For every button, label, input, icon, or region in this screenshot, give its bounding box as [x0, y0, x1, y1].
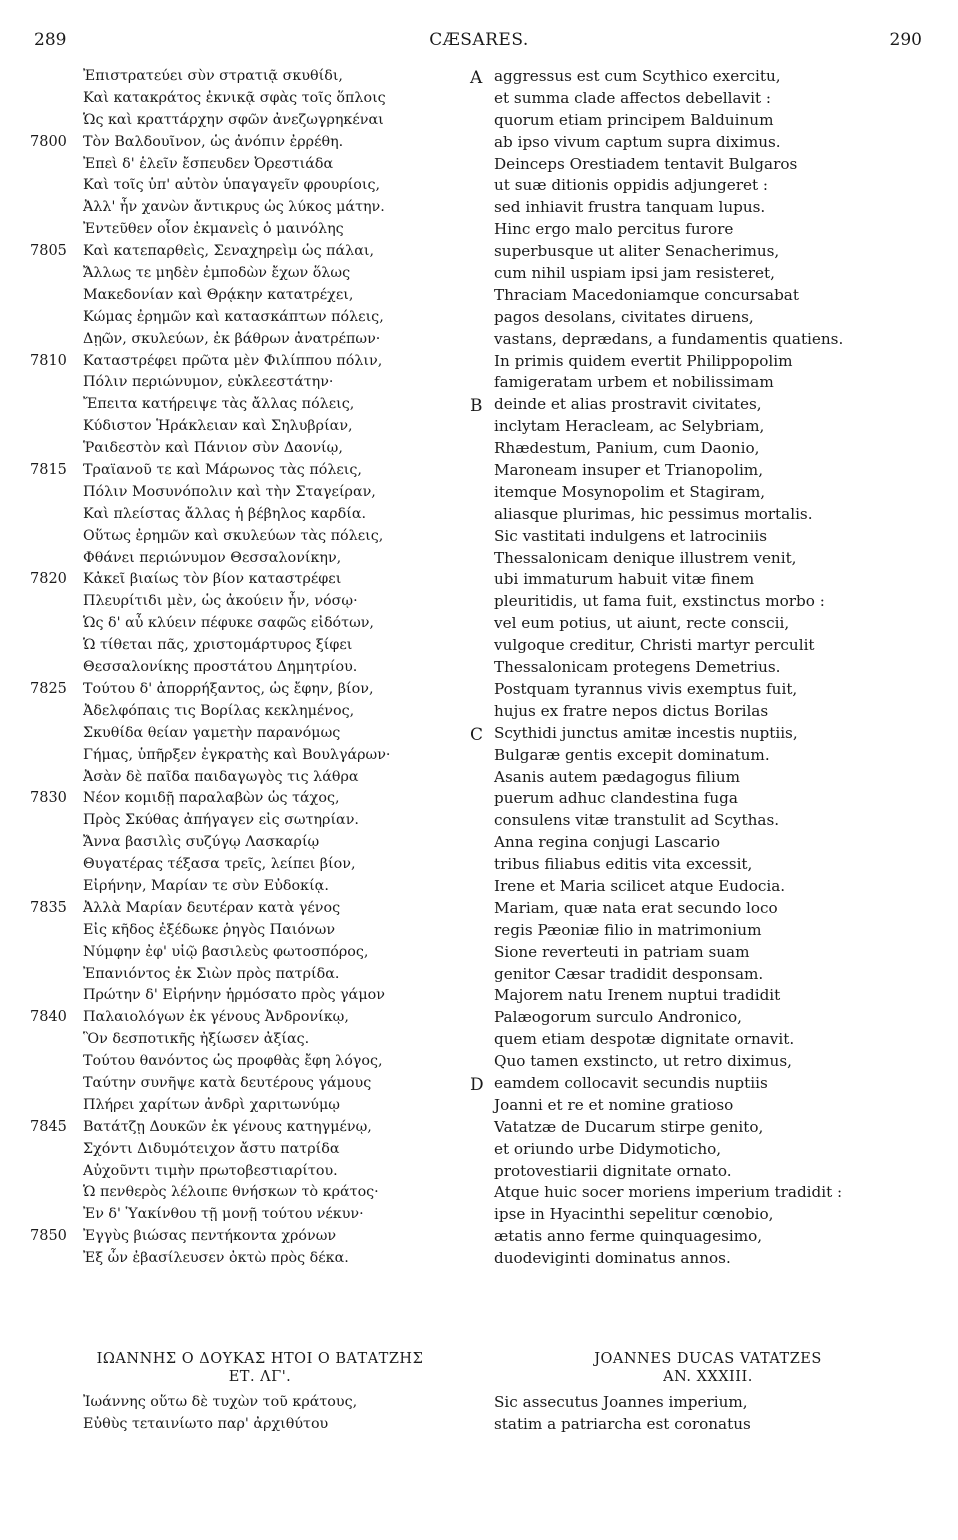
- greek-verse-line: [30, 1248, 470, 1270]
- latin-line-text: hujus ex fratre nepos dictus Borilas: [494, 701, 769, 720]
- greek-verse-line: [30, 329, 470, 351]
- latin-line-text: protovestiarii dignitate ornato.: [494, 1161, 732, 1180]
- greek-verse-line: [30, 438, 470, 460]
- latin-line-text: Thessalonicam denique illustrem venit,: [494, 548, 797, 567]
- section-marker: D: [470, 1074, 484, 1095]
- latin-line-text: puerum adhuc clandestina fuga: [494, 789, 738, 808]
- greek-verse-line: [30, 132, 470, 154]
- greek-line-text: Θεσσαλονίκης προστάτου Δημητρίου.: [83, 659, 358, 676]
- right-page-number: 290: [889, 30, 922, 50]
- latin-verse-line: [474, 548, 924, 570]
- latin-line-text: ætatis anno ferme quinquagesimo,: [494, 1227, 763, 1246]
- greek-verse-line: [30, 832, 470, 854]
- greek-verse-line: [30, 307, 470, 329]
- latin-line-text: Irene et Maria scilicet atque Eudocia.: [494, 876, 786, 895]
- greek-verse-line: [30, 154, 470, 176]
- latin-line-text: regis Pæoniæ filio in matrimonium: [494, 920, 762, 939]
- latin-verse-line: [474, 88, 924, 110]
- latin-line-text: Sic vastitati indulgens et latrociniis: [494, 526, 768, 545]
- latin-line-text: Maroneam insuper et Trianopolim,: [494, 461, 764, 480]
- greek-line-text: Πλήρει χαρίτων ἀνδρὶ χαριτωνύμῳ: [83, 1096, 340, 1113]
- greek-verse-line: [30, 460, 470, 482]
- latin-verse-line: [470, 66, 924, 88]
- greek-line-text: Νύμφην ἐφ' υἱῷ βασιλεὺς φωτοσπόρος,: [83, 943, 369, 960]
- latin-verse-line: [474, 1161, 924, 1183]
- greek-line-text: Ὃν δεσποτικῆς ἠξίωσεν ἀξίας.: [83, 1031, 310, 1048]
- greek-line-text: Μακεδονίαν καὶ Θρᾴκην κατατρέχει,: [83, 286, 354, 303]
- latin-verse-line: [470, 394, 924, 417]
- latin-verse-line: [474, 175, 924, 197]
- latin-verse-line: [474, 154, 924, 176]
- latin-line-text: Scythidi junctus amitæ incestis nuptiis,: [494, 723, 798, 742]
- greek-verse-line: [30, 219, 470, 241]
- latin-verse-line: [474, 1139, 924, 1161]
- greek-line-text: Τούτου θανόντος ὡς προφθὰς ἔφη λόγος,: [83, 1053, 383, 1070]
- verse-number: 7825: [30, 680, 67, 697]
- verse-number: 7810: [30, 352, 67, 369]
- latin-line-text: Sione reverteuti in patriam suam: [494, 942, 750, 961]
- latin-line-text: quorum etiam principem Balduinum: [494, 110, 774, 129]
- greek-line-text: Ἐξ ὧν ἐβασίλευσεν ὀκτὼ πρὸς δέκα.: [83, 1250, 349, 1267]
- greek-line-text: Σχόντι Διδυμότειχον ἄστυ πατρίδα: [83, 1140, 340, 1157]
- verse-number: 7830: [30, 790, 67, 807]
- verse-number: 7850: [30, 1228, 67, 1245]
- greek-verse-line: [30, 1007, 470, 1029]
- greek-line-text: Εἰρήνην, Μαρίαν τε σὺν Εὐδοκίᾳ.: [83, 877, 329, 894]
- latin-verse-line: [474, 1117, 924, 1139]
- latin-line-text: sed inhiavit frustra tanquam lupus.: [494, 198, 766, 217]
- verse-number: 7815: [30, 462, 67, 479]
- greek-verse-line: [30, 197, 470, 219]
- greek-line-text: Δῃῶν, σκυλεύων, ἐκ βάθρων ἀνατρέπων·: [83, 330, 381, 347]
- greek-verse-line: [30, 66, 470, 88]
- latin-verse-line: [474, 745, 924, 767]
- latin-verse-line: [474, 876, 924, 898]
- greek-line-text: Ἐν δ' Ὑακίνθου τῇ μονῇ τούτου νέκυν·: [83, 1206, 364, 1223]
- greek-line-text: Ἄλλως τε μηδὲν ἐμποδὼν ἔχων ὅλως: [83, 265, 351, 282]
- latin-verse-line: [474, 832, 924, 854]
- latin-line-text: Asanis autem pædagogus filium: [494, 767, 741, 786]
- latin-line-text: Majorem natu Irenem nuptui tradidit: [494, 986, 781, 1005]
- section-marker: A: [470, 68, 483, 88]
- greek-line-text: Παλαιολόγων ἐκ γένους Ἀνδρονίκῳ,: [83, 1009, 349, 1026]
- greek-verse-line: [30, 854, 470, 876]
- greek-line-text: Πρώτην δ' Εἰρήνην ἡρμόσατο πρὸς γάμον: [83, 987, 385, 1004]
- greek-continuation: [30, 1392, 470, 1436]
- greek-line-text: Καὶ κατεπαρθεὶς, Σεναχηρεὶμ ὡς πάλαι,: [83, 243, 375, 260]
- latin-line-text: pleuritidis, ut fama fuit, exstinctus morbo :: [494, 592, 825, 611]
- greek-line-text: Νέον κομιδῇ παραλαβὼν ὡς τάχος,: [83, 790, 340, 807]
- greek-line-text: Ἰωάννης οὕτω δὲ τυχὼν τοῦ κράτους,: [83, 1394, 358, 1410]
- latin-line-text: quem etiam despotæ dignitate ornavit.: [494, 1030, 795, 1049]
- latin-verse-line: [474, 1204, 924, 1226]
- latin-line-text: superbusque ut aliter Senacherimus,: [494, 242, 780, 261]
- greek-verse-line: [30, 657, 470, 679]
- latin-line-text: ut suæ ditionis oppidis adjungeret :: [494, 176, 769, 195]
- verse-number: 7840: [30, 1009, 67, 1026]
- greek-verse-line: [30, 1226, 470, 1248]
- latin-line-text: ab ipso vivum captum supra diximus.: [494, 132, 781, 151]
- greek-line-text: Κώμας ἐρημῶν καὶ κατασκάπτων πόλεις,: [83, 308, 384, 325]
- latin-verse-line: [474, 1182, 924, 1204]
- greek-verse-line: [30, 942, 470, 964]
- greek-line-text: Ἄννα βασιλὶς συζύγῳ Λασκαρίῳ: [83, 834, 320, 851]
- section-marker: C: [470, 724, 484, 745]
- greek-verse-line: [30, 526, 470, 548]
- latin-verse-line: [474, 701, 924, 723]
- latin-verse-line: [474, 307, 924, 329]
- greek-verse-line: [30, 810, 470, 832]
- greek-verse-line: [30, 1073, 470, 1095]
- latin-verse-line: [474, 767, 924, 789]
- latin-verse-line: [474, 351, 924, 373]
- latin-line-text: et oriundo urbe Didymoticho,: [494, 1139, 722, 1158]
- latin-line-text: pagos desolans, civitates diruens,: [494, 307, 754, 326]
- latin-line-text: Thraciam Macedoniamque concursabat: [494, 285, 799, 304]
- latin-verse-line: [474, 1051, 924, 1073]
- latin-line-text: Bulgaræ gentis excepit dominatum.: [494, 745, 770, 764]
- latin-line-text: Mariam, quæ nata erat secundo loco: [494, 898, 778, 917]
- latin-verse-line: [474, 788, 924, 810]
- latin-verse-line: [474, 110, 924, 132]
- greek-verse-line: [30, 1204, 470, 1226]
- greek-verse-line: [30, 701, 470, 723]
- greek-line-text: Ἀσὰν δὲ παῖδα παιδαγωγὸς τις λάθρα: [83, 768, 359, 785]
- latin-line-text: Atque huic socer moriens imperium tradidit :: [494, 1183, 843, 1202]
- greek-line-text: Οὕτως ἐρημῶν καὶ σκυλεύων τὰς πόλεις,: [83, 527, 384, 544]
- greek-line-text: Ὡ πενθερὸς λέλοιπε θνήσκων τὸ κράτος·: [83, 1184, 379, 1201]
- greek-line-text: Ἔπειτα κατήρειψε τὰς ἄλλας πόλεις,: [83, 396, 355, 413]
- latin-line-text: Postquam tyrannus vivis exemptus fuit,: [494, 679, 798, 698]
- greek-line-text: Ὡ τίθεται πᾶς, χριστομάρτυρος ξίφει: [83, 637, 353, 654]
- latin-line-text: eamdem collocavit secundis nuptiis: [494, 1073, 768, 1092]
- greek-line-text: Ἐγγὺς βιώσας πεντήκοντα χρόνων: [83, 1228, 337, 1245]
- greek-line-text: Πόλιν περιώνυμον, εὐκλεεστάτην·: [83, 374, 334, 391]
- latin-line-text: Thessalonicam protegens Demetrius.: [494, 658, 781, 677]
- latin-continuation: [474, 1392, 924, 1436]
- greek-verse-line: [30, 635, 470, 657]
- greek-line-text: Τούτου δ' ἀπορρήξαντος, ὡς ἔφην, βίον,: [83, 680, 374, 697]
- latin-line-text: ipse in Hyacinthi sepelitur cœnobio,: [494, 1205, 774, 1224]
- latin-verse-line: [474, 285, 924, 307]
- greek-line-text: Εὐθὺς τεταινίωτο παρ' ἀρχιθύτου: [83, 1415, 329, 1432]
- greek-line-text: Ἐντεῦθεν οἷον ἐκμανεὶς ὁ μαινόλης: [83, 221, 344, 238]
- greek-verse-line: [30, 679, 470, 701]
- greek-line-text: Ὡς καὶ κραττάρχην σφῶν ἀνεζωγρηκέναι: [83, 111, 384, 128]
- latin-verse-line: [474, 263, 924, 285]
- latin-verse-line: [474, 591, 924, 613]
- latin-line-text: consulens vitæ transtulit ad Scythas.: [494, 811, 780, 830]
- greek-line-text: Καὶ κατακράτος ἐκνικᾷ σφὰς τοῖς ὅπλοις: [83, 89, 386, 106]
- latin-line-text: Vatatzæ de Ducarum stirpe genito,: [494, 1117, 764, 1136]
- greek-verse-line: [30, 1051, 470, 1073]
- running-title: CÆSARES.: [429, 30, 529, 50]
- latin-verse-line: [474, 504, 924, 526]
- latin-verse-line: [474, 460, 924, 482]
- greek-line-text: Ἐπιστρατεύει σὺν στρατιᾷ σκυθίδι,: [83, 68, 343, 84]
- greek-line-text: Καὶ τοῖς ὑπ' αὐτὸν ὑπαγαγεῖν φρουρίοις,: [83, 177, 381, 194]
- verse-number: 7845: [30, 1118, 67, 1135]
- greek-verse-line: [30, 110, 470, 132]
- latin-verse-line: [474, 1029, 924, 1051]
- latin-verse-line: [474, 1248, 924, 1270]
- greek-line-text: Ἀλλὰ Μαρίαν δευτέραν κατὰ γένος: [83, 899, 341, 916]
- greek-verse-line: [30, 767, 470, 789]
- latin-verse-line: [474, 219, 924, 241]
- latin-line-text: tribus filiabus editis vita excessit,: [494, 855, 753, 874]
- latin-line-text: Palæogorum surculo Andronico,: [494, 1008, 742, 1027]
- latin-verse-line: [474, 964, 924, 986]
- latin-verse-line: [474, 679, 924, 701]
- greek-line-text: Σκυθίδα θείαν γαμετὴν παρανόμως: [83, 724, 341, 741]
- verse-number: 7820: [30, 571, 67, 588]
- latin-verse-line: [474, 526, 924, 548]
- greek-verse-line: [30, 985, 470, 1007]
- latin-verse-line: [474, 854, 924, 876]
- latin-text-column: [470, 66, 924, 1270]
- latin-line-text: famigeratam urbem et nobilissimam: [494, 373, 774, 392]
- greek-line-text: Τραϊανοῦ τε καὶ Μάρωνος τὰς πόλεις,: [83, 462, 362, 479]
- greek-line-text: Πόλιν Μοσυνόπολιν καὶ τὴν Σταγείραν,: [83, 483, 376, 500]
- latin-line-text: aliasque plurimas, hic pessimus mortalis.: [494, 504, 813, 523]
- latin-verse-line: [474, 372, 924, 394]
- greek-heading-title: ΙΩΑΝΝΗΣ Ο ΔΟΥΚΑΣ ΗΤΟΙ Ο ΒΑΤΑΤΖΗΣ: [96, 1351, 424, 1367]
- latin-line-text: Sic assecutus Joannes imperium,: [494, 1393, 748, 1411]
- latin-line-text: In primis quidem evertit Philippopolim: [494, 351, 793, 370]
- latin-verse-line: [474, 1226, 924, 1248]
- greek-verse-line: [30, 745, 470, 767]
- greek-line-text: Γήμας, ὑπῆρξεν ἐγκρατὴς καὶ Βουλγάρων·: [83, 746, 391, 763]
- greek-verse-line: [30, 351, 470, 373]
- greek-verse-line: [30, 88, 470, 110]
- greek-verse-line: [30, 416, 470, 438]
- latin-line-text: vastans, deprædans, a fundamentis quatiens.: [494, 329, 844, 348]
- greek-line-text: Πρὸς Σκύθας ἀπήγαγεν εἰς σωτηρίαν.: [83, 812, 359, 829]
- greek-line-text: Καταστρέφει πρῶτα μὲν Φιλίππου πόλιν,: [83, 352, 383, 369]
- latin-line-text: Deinceps Orestiadem tentavit Bulgaros: [494, 154, 798, 173]
- greek-verse-line: [30, 1029, 470, 1051]
- latin-verse-line: [474, 329, 924, 351]
- latin-line-text: ubi immaturum habuit vitæ finem: [494, 570, 755, 589]
- greek-line-text: Κἀκεῖ βιαίως τὸν βίον καταστρέφει: [83, 571, 342, 588]
- greek-verse-line: [30, 613, 470, 635]
- latin-verse-line: [474, 920, 924, 942]
- latin-line-text: vulgoque creditur, Christi martyr perculit: [494, 636, 815, 655]
- latin-verse-line: [474, 635, 924, 657]
- greek-line-text: Τὸν Βαλδουῖνον, ὡς ἀνόπιν ἐρρέθη.: [83, 133, 344, 150]
- latin-line-text: itemque Mosynopolim et Stagiram,: [494, 482, 766, 501]
- latin-verse-line: [474, 1392, 924, 1414]
- greek-verse-line: [30, 1139, 470, 1161]
- latin-verse-line: [474, 438, 924, 460]
- latin-line-text: Anna regina conjugi Lascario: [494, 833, 720, 852]
- verse-number: 7835: [30, 899, 67, 916]
- latin-verse-line: [474, 482, 924, 504]
- verse-number: 7805: [30, 243, 67, 260]
- greek-line-text: Πλευρίτιδι μὲν, ὡς ἀκούειν ἦν, νόσῳ·: [83, 593, 358, 610]
- greek-verse-line: [30, 1095, 470, 1117]
- greek-verse-line: [30, 1117, 470, 1139]
- greek-line-text: Εἰς κῆδος ἐξέδωκε ῥηγὸς Παιόνων: [83, 921, 336, 938]
- latin-verse-line: [470, 1073, 924, 1095]
- greek-heading-year: ΕΤ. ΛΓ'.: [228, 1369, 292, 1385]
- greek-verse-line: [30, 241, 470, 263]
- latin-verse-line: [474, 241, 924, 263]
- latin-line-text: Joanni et re et nomine gratioso: [494, 1095, 734, 1114]
- greek-line-text: Ὡς δ' αὖ κλύειν πέφυκε σαφῶς εἰδότων,: [83, 615, 374, 632]
- greek-verse-line: [30, 964, 470, 986]
- latin-verse-line: [474, 1414, 924, 1436]
- latin-section-heading: [490, 1350, 926, 1386]
- latin-verse-line: [474, 985, 924, 1007]
- section-marker: B: [470, 396, 483, 417]
- left-page-number: 289: [34, 30, 67, 50]
- latin-verse-line: [474, 197, 924, 219]
- latin-line-text: statim a patriarcha est coronatus: [494, 1414, 751, 1433]
- page-header: [0, 30, 958, 54]
- latin-verse-line: [474, 569, 924, 591]
- greek-verse-line: [30, 285, 470, 307]
- greek-line-text: Καὶ πλείστας ἄλλας ἡ βέβηλος καρδία.: [83, 505, 367, 522]
- greek-section-heading: [50, 1350, 470, 1386]
- latin-line-text: et summa clade affectos debellavit :: [494, 88, 772, 107]
- latin-heading-title: JOANNES DUCAS VATATZES: [594, 1351, 822, 1367]
- latin-line-text: aggressus est cum Scythico exercitu,: [494, 67, 781, 85]
- greek-verse-line: [30, 175, 470, 197]
- latin-verse-line: [474, 416, 924, 438]
- greek-verse-line: [30, 1414, 470, 1436]
- greek-line-text: Αὐχοῦντι τιμὴν πρωτοβεστιαρίτου.: [83, 1162, 338, 1179]
- greek-verse-line: [30, 1161, 470, 1183]
- latin-verse-line: [474, 132, 924, 154]
- greek-verse-line: [30, 920, 470, 942]
- greek-line-text: Ἀλλ' ἦν χανὼν ἄντικρυς ὡς λύκος μάτην.: [83, 199, 385, 216]
- greek-line-text: Ταύτην συνῆψε κατὰ δευτέρους γάμους: [83, 1074, 372, 1091]
- greek-verse-line: [30, 504, 470, 526]
- latin-verse-line: [474, 810, 924, 832]
- greek-line-text: Ῥαιδεστὸν καὶ Πάνιον σὺν Δαονίῳ,: [83, 440, 343, 457]
- greek-verse-line: [30, 372, 470, 394]
- greek-verse-line: [30, 1182, 470, 1204]
- greek-verse-line: [30, 1392, 470, 1414]
- latin-verse-line: [474, 942, 924, 964]
- latin-line-text: duodeviginti dominatus annos.: [494, 1249, 731, 1268]
- greek-line-text: Ἐπανιόντος ἐκ Σιὼν πρὸς πατρίδα.: [83, 965, 340, 982]
- greek-line-text: Ἀδελφόπαις τις Βορίλας κεκλημένος,: [83, 702, 355, 719]
- latin-line-text: Rhædestum, Panium, cum Daonio,: [494, 439, 760, 458]
- latin-verse-line: [474, 1095, 924, 1117]
- greek-verse-line: [30, 482, 470, 504]
- greek-verse-line: [30, 788, 470, 810]
- greek-line-text: Βατάτζῃ Δουκῶν ἐκ γένους κατηγμένῳ,: [83, 1118, 372, 1135]
- greek-verse-line: [30, 591, 470, 613]
- latin-line-text: deinde et alias prostravit civitates,: [494, 395, 762, 414]
- latin-line-text: inclytam Heracleam, ac Selybriam,: [494, 417, 765, 436]
- latin-line-text: vel eum potius, ut aiunt, recte conscii,: [494, 614, 790, 633]
- latin-heading-year: AN. XXXIII.: [663, 1369, 753, 1385]
- greek-verse-line: [30, 569, 470, 591]
- latin-verse-line: [474, 1007, 924, 1029]
- latin-line-text: cum nihil uspiam ipsi jam resisteret,: [494, 264, 775, 283]
- greek-verse-line: [30, 263, 470, 285]
- latin-verse-line: [474, 657, 924, 679]
- greek-line-text: Φθάνει περιώνυμον Θεσσαλονίκην,: [83, 549, 342, 566]
- latin-verse-line: [470, 723, 924, 745]
- greek-line-text: Θυγατέρας τέξασα τρεῖς, λείπει βίον,: [83, 856, 356, 873]
- latin-line-text: Hinc ergo malo percitus furore: [494, 220, 734, 239]
- latin-verse-line: [474, 898, 924, 920]
- greek-verse-line: [30, 394, 470, 416]
- greek-verse-line: [30, 876, 470, 898]
- latin-line-text: Quo tamen exstincto, ut retro diximus,: [494, 1052, 792, 1071]
- greek-verse-line: [30, 898, 470, 920]
- verse-number: 7800: [30, 133, 67, 150]
- latin-verse-line: [474, 613, 924, 635]
- greek-verse-line: [30, 723, 470, 745]
- greek-verse-line: [30, 548, 470, 570]
- greek-line-text: Κύδιστον Ἡράκλειαν καὶ Σηλυβρίαν,: [83, 418, 353, 435]
- greek-text-column: [30, 66, 470, 1270]
- latin-line-text: genitor Cæsar tradidit desponsam.: [494, 964, 764, 983]
- greek-line-text: Ἐπεὶ δ' ἑλεῖν ἔσπευδεν Ὀρεστιάδα: [83, 155, 334, 172]
